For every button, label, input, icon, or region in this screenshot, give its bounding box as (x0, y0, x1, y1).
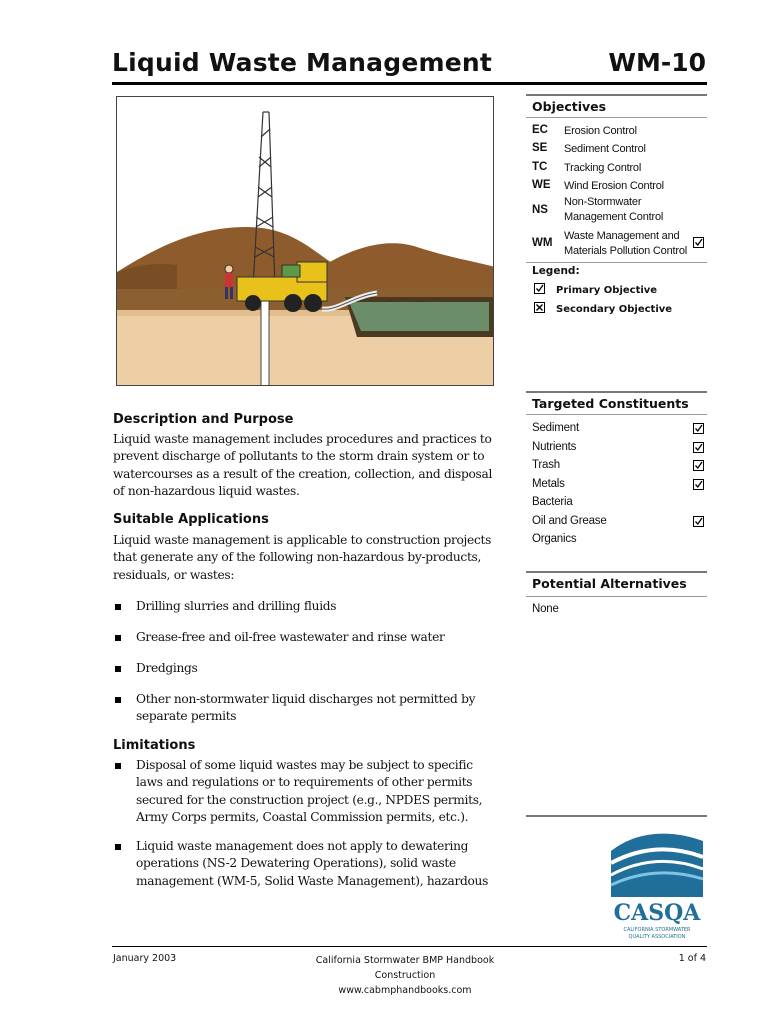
bullet-item (136, 691, 506, 726)
bullet-icon (115, 763, 121, 769)
drilling-rig-illustration (116, 96, 494, 386)
legend-heading: Legend: (532, 265, 580, 277)
text-line: that generate any of the following non-hazardous by-products, (113, 550, 482, 565)
constituent-check-icon (693, 516, 704, 527)
legend-secondary: Secondary Objective (556, 304, 673, 315)
objective-code: WE (532, 179, 551, 191)
legend-check-icon (534, 283, 545, 294)
text-line: Dredgings (136, 661, 198, 675)
footer-url: www.cabmphandbooks.com (338, 985, 472, 996)
text-line: prevent discharge of pollutants to the storm drain system or to (113, 449, 485, 464)
objective-code: WM (532, 237, 553, 249)
objective-label: Sediment Control (564, 143, 646, 155)
suitable-applications-heading: Suitable Applications (113, 512, 269, 527)
casqa-logo (611, 833, 703, 939)
bullet-item (136, 598, 506, 615)
objective-label: Waste Management and (564, 230, 680, 242)
constituent-label: Organics (532, 533, 577, 545)
footer-page-number: 1 of 4 (678, 953, 706, 964)
constituent-label: Bacteria (532, 496, 573, 508)
bullet-icon (115, 666, 121, 672)
text-line: Army Corps permits, Coastal Commission permits, etc.). (136, 809, 469, 824)
bullet-icon (115, 844, 121, 850)
text-line: Grease-free and oil-free wastewater and rinse water (136, 630, 445, 644)
text-line: secured for the construction project (e.g., NPDES permits, (136, 792, 483, 807)
text-line: Liquid waste management does not apply to dewatering (136, 839, 469, 853)
objectives-rule-mid (526, 117, 707, 118)
constituents-heading: Targeted Constituents (532, 396, 689, 411)
text-line: Liquid waste management includes procedures and practices to (113, 432, 492, 446)
constituent-label: Trash (532, 459, 560, 471)
objective-code: TC (532, 161, 548, 173)
footer-rule (112, 946, 707, 947)
constituent-label: Sediment (532, 422, 579, 434)
legend-primary: Primary Objective (556, 285, 658, 296)
bullet-icon (115, 604, 121, 610)
text-line: Other non-stormwater liquid discharges not permitted by (136, 692, 476, 706)
alternatives-value: None (532, 603, 559, 615)
objective-label: Tracking Control (564, 162, 642, 174)
constituent-check-icon (693, 442, 704, 453)
footer-date: January 2003 (113, 953, 177, 964)
objective-label: Wind Erosion Control (564, 180, 664, 192)
page-title: Liquid Waste Management (112, 48, 493, 77)
text-line: Drilling slurries and drilling fluids (136, 599, 337, 613)
objective-label: Management Control (564, 211, 664, 223)
footer-handbook: California Stormwater BMP Handbook (315, 955, 495, 966)
footer-section: Construction (374, 970, 436, 981)
bmp-code: WM-10 (608, 48, 706, 77)
limitations-heading: Limitations (113, 738, 196, 753)
objectives-heading: Objectives (532, 99, 607, 114)
logo-line1: CALIFORNIA STORMWATER (623, 927, 691, 933)
text-line: operations (NS-2 Dewatering Operations), solid waste (136, 856, 456, 871)
bullet-item (136, 629, 506, 646)
logo-line2: QUALITY ASSOCIATION (628, 934, 686, 939)
text-line: residuals, or wastes: (113, 567, 235, 582)
objectives-rule-top (526, 94, 707, 96)
suitable-applications-text (113, 532, 505, 584)
objective-code: NS (532, 204, 548, 216)
constituent-check-icon (693, 423, 704, 434)
header-rule (112, 82, 707, 85)
constituents-rule-mid (526, 414, 707, 415)
text-line: watercourses as a result of the creation, collection, and disposal (113, 466, 493, 481)
bullet-item (136, 660, 506, 677)
objective-code: EC (532, 124, 548, 136)
text-line: laws and regulations or to requirements of other permits (136, 775, 473, 790)
objective-code: SE (532, 142, 548, 154)
description-heading: Description and Purpose (113, 412, 294, 427)
objective-label: Materials Pollution Control (564, 245, 687, 257)
bullet-icon (115, 635, 121, 641)
alternatives-rule-mid (526, 596, 707, 597)
constituent-check-icon (693, 479, 704, 490)
constituent-check-icon (693, 460, 704, 471)
text-line: separate permits (136, 709, 237, 724)
constituent-label: Oil and Grease (532, 514, 607, 527)
text-line: Disposal of some liquid wastes may be subject to specific (136, 758, 473, 772)
constituent-label: Metals (532, 477, 565, 490)
bullet-item (136, 838, 506, 890)
constituent-label: Nutrients (532, 440, 577, 453)
bullet-item (136, 757, 506, 826)
text-line: of non-hazardous liquid wastes. (113, 483, 300, 498)
text-line: Liquid waste management is applicable to construction projects (113, 533, 492, 547)
primary-objective-check-icon (693, 237, 704, 248)
alternatives-rule-top (526, 571, 707, 573)
alternatives-heading: Potential Alternatives (532, 576, 687, 591)
bullet-icon (115, 697, 121, 703)
objective-label: Erosion Control (564, 125, 637, 137)
legend-cross-icon (534, 302, 545, 313)
text-line: management (WM-5, Solid Waste Management), hazardous (136, 873, 489, 888)
logo-name: CASQA (613, 900, 701, 926)
sidebar-rule-bottom (526, 815, 707, 817)
constituents-rule-top (526, 391, 707, 393)
description-text (113, 431, 505, 500)
objective-label: Non-Stormwater (564, 196, 642, 208)
footer-center (290, 953, 520, 998)
objectives-rule-bottom (526, 262, 707, 263)
